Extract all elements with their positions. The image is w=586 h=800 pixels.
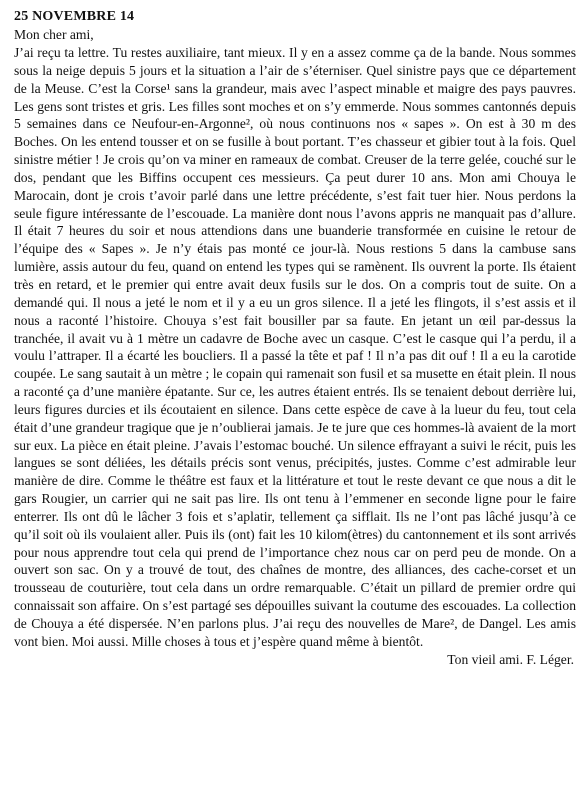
letter-date: 25 NOVEMBRE 14 [14,9,135,24]
letter-greeting: Mon cher ami, [14,27,94,42]
letter-signature: Ton vieil ami. F. Léger. [447,651,574,667]
letter-body: J’ai reçu ta lettre. Tu restes auxiliaire, tant mieux. Il y en a assez comme ça de la bande. Nous sommes sous la neige depuis 5 jours et la situation a l’air de s’éterniser. Quel sinistre pays que ce département de la Meuse. C’est la Corse¹ sans la grandeur, mais avec l’aspect minable et maigre des pays pauvres. Les gens sont tristes et gris. Les filles sont moches et on s’y emmerde. Nous sommes cantonnés depuis 5 semaines dans ce Neufour-en-Argonne², où nous continuons nos « sapes ». On est à 30 m des Boches. On les entend tousser et on se fusille à bout portant. T’es chasseur et gibier tout à la fois. Quel sinistre métier ! Je crois qu’on va miner en rameaux de combat. Creuser de la terre gelée, couché sur le dos, pendant que les Biffins occupent ces messieurs. Ça peut durer 10 ans. Mon ami Chouya le Marocain, dont je crois t’avoir parlé dans une lettre précédente, s’est fait tuer hier. Nous perdons la seule figure intéressante de l’escouade. La manière dont nous l’avons appris ne manquait pas d’allure. Il était 7 heures du soir et nous attendions dans une buanderie transformée en cuisine le retour de l’équipe des « Sapes ». Je n’y étais pas monté ce jour-là. Nous restions 5 dans la cambuse sans lumière, assis autour du feu, quand on entend les types qui se ramènent. Ils ouvrent la porte. Ils étaient très en retard, et le premier qui entre avait deux fusils sur le dos. On a compris tout de suite. On a demandé qui. Il nous a jeté le nom et il y a eu un gros silence. Il a jeté les flingots, il s’est assis et il nous a raconté l’histoire. Chouya s’est fait bousiller par sa faute. En jetant un œil par-dessus la tranchée, il avait vu à 1 mètre un cadavre de Boche avec un casque. C’est le casque qui l’a perdu, il a voulu l’attraper. Il a écarté les boucliers. Il a passé la tête et paf ! Il n’a pas dit ouf ! Il a eu la carotide coupée. Le sang sautait à un mètre ; le copain qui ramenait son fusil et sa musette en était plein. Il nous a raconté ça d’une manière épatante. Sur ce, les autres étaient entrés. Ils se tenaient debout derrière lui, leurs figures durcies et ils écoutaient en silence. Dans cette espèce de cave à la lueur du feu, tout cela était d’une grandeur tragique que je n’oublierai jamais. Je te jure que ces hommes-là avaient de la mort sur eux. La pièce en était pleine. J’avais l’estomac bouché. Un silence effrayant a suivi le récit, puis les langues se sont déliées, les détails précis sont venus, précipités, justes. Comme c’est admirable leur manière de dire. Comme le théâtre est faux et la littérature et tout le reste devant ce que nous a dit le gars Rougier, un carrier qui ne sait pas lire. Ils ont tenu à l’emmener en seconde ligne pour le faire enterrer. Ils ont dû le lâcher 3 fois et s’aplatir, tellement ça sifflait. Ils ne l’ont pas lâché jusqu’à ce qu’il soit où ils voulaient aller. Puis ils (ont) fait les 10 kilom(ètres) du cantonnement et ils sont arrivés pour nous apprendre tout cela qui prend de l’importance chez nous car on perd peu de monde. On a ouvert son sac. On y a trouvé de tout, des chaînes de montre, des alliances, des cache-corset et un trousseau de couturière, tout cela dans un ordre remarquable. C’était un pillard de premier ordre qui connaissait son affaire. On s’est partagé ses dépouilles suivant la coutume des escouades. La collection de Chouya a été dispersée. N’en parlons plus. J’ai reçu des nouvelles de Mare², de Dangel. Les amis vont bien. Moi aussi. Mille choses à tous et j’espère quand même à bientôt. [14,45,576,649]
